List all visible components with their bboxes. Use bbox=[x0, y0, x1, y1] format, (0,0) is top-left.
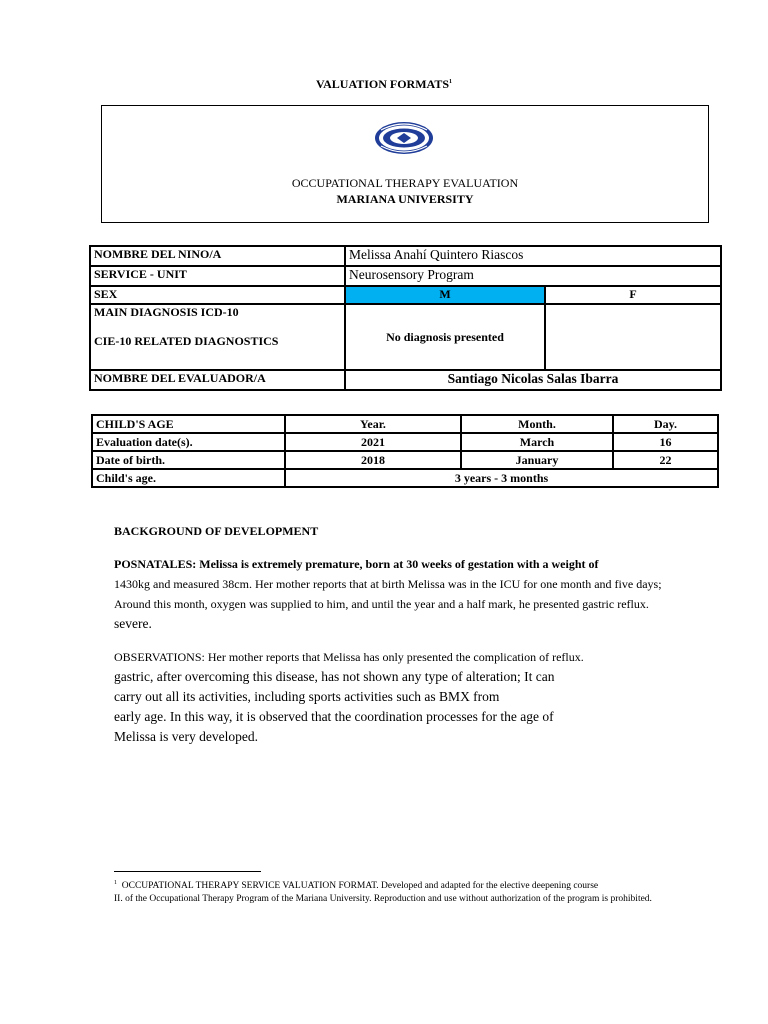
postnatal-line: severe. bbox=[114, 616, 152, 631]
header-box bbox=[101, 105, 709, 223]
child-info-table bbox=[89, 245, 722, 391]
observations-paragraph bbox=[114, 647, 704, 747]
evaluation-date-label: Evaluation date(s). bbox=[92, 433, 285, 451]
child-name-label: NOMBRE DEL NINO/A bbox=[90, 246, 345, 266]
birth-day: 22 bbox=[613, 451, 718, 469]
postnatal-line: 1430kg and measured 38cm. Her mother reports that at birth Melissa was in the ICU for one month and five days; bbox=[114, 577, 662, 591]
section-heading: BACKGROUND OF DEVELOPMENT bbox=[114, 524, 319, 538]
postnatal-paragraph bbox=[114, 554, 704, 634]
header-subtitle: OCCUPATIONAL THERAPY EVALUATION bbox=[291, 176, 519, 190]
birth-date-label: Date of birth. bbox=[92, 451, 285, 469]
observations-line: carry out all its activities, including sports activities such as BMX from bbox=[114, 689, 500, 704]
main-diagnosis-label: MAIN DIAGNOSIS ICD-10 bbox=[94, 305, 239, 319]
year-header: Year. bbox=[285, 415, 461, 433]
header-university: MARIANA UNIVERSITY bbox=[336, 192, 474, 206]
childs-age-label: Child's age. bbox=[92, 469, 285, 487]
postnatal-lead: POSNATALES: Melissa is extremely premature, born at 30 weeks of gestation with a weight of bbox=[114, 557, 599, 571]
child-age-table bbox=[91, 414, 719, 488]
diagnosis-empty-cell bbox=[545, 304, 721, 370]
footnote-line: OCCUPATIONAL THERAPY SERVICE VALUATION FORMAT. Developed and adapted for the elective deepening course bbox=[121, 881, 599, 892]
month-header: Month. bbox=[461, 415, 613, 433]
footnote bbox=[114, 877, 714, 906]
day-header: Day. bbox=[613, 415, 718, 433]
footnote-mark: 1 bbox=[449, 79, 452, 85]
postnatal-line: Around this month, oxygen was supplied to him, and until the year and a half mark, he presented gastric reflux. bbox=[114, 597, 649, 611]
evaluation-month: March bbox=[461, 433, 613, 451]
footnote-line: II. of the Occupational Therapy Program of the Mariana University. Reproduction and use without authorization of the program is prohibited. bbox=[114, 894, 652, 905]
observations-line: OBSERVATIONS: Her mother reports that Melissa has only presented the complication of reflux. bbox=[114, 650, 584, 664]
university-seal-logo bbox=[373, 120, 435, 156]
evaluation-day: 16 bbox=[613, 433, 718, 451]
sex-label: SEX bbox=[90, 286, 345, 304]
observations-line: Melissa is very developed. bbox=[114, 729, 258, 744]
age-header-label: CHILD'S AGE bbox=[92, 415, 285, 433]
evaluator-label: NOMBRE DEL EVALUADOR/A bbox=[90, 370, 345, 390]
related-diagnostics-label: CIE-10 RELATED DIAGNOSTICS bbox=[94, 334, 279, 348]
observations-line: early age. In this way, it is observed that the coordination processes for the age of bbox=[114, 709, 554, 724]
sex-f-cell: F bbox=[545, 286, 721, 304]
sex-m-cell: M bbox=[345, 286, 545, 304]
footnote-divider bbox=[114, 871, 261, 872]
service-value: Neurosensory Program bbox=[345, 266, 721, 286]
service-label: SERVICE - UNIT bbox=[90, 266, 345, 286]
observations-line: gastric, after overcoming this disease, has not shown any type of alteration; It can bbox=[114, 669, 555, 684]
footnote-number: 1 bbox=[114, 880, 117, 886]
diagnosis-labels bbox=[90, 304, 345, 370]
child-name-value: Melissa Anahí Quintero Riascos bbox=[345, 246, 721, 266]
evaluator-value: Santiago Nicolas Salas Ibarra bbox=[345, 370, 721, 390]
childs-age-value: 3 years - 3 months bbox=[285, 469, 718, 487]
evaluation-year: 2021 bbox=[285, 433, 461, 451]
diagnosis-value: No diagnosis presented bbox=[345, 304, 545, 370]
birth-year: 2018 bbox=[285, 451, 461, 469]
birth-month: January bbox=[461, 451, 613, 469]
document-title: VALUATION FORMATS$^1$ bbox=[315, 77, 452, 91]
